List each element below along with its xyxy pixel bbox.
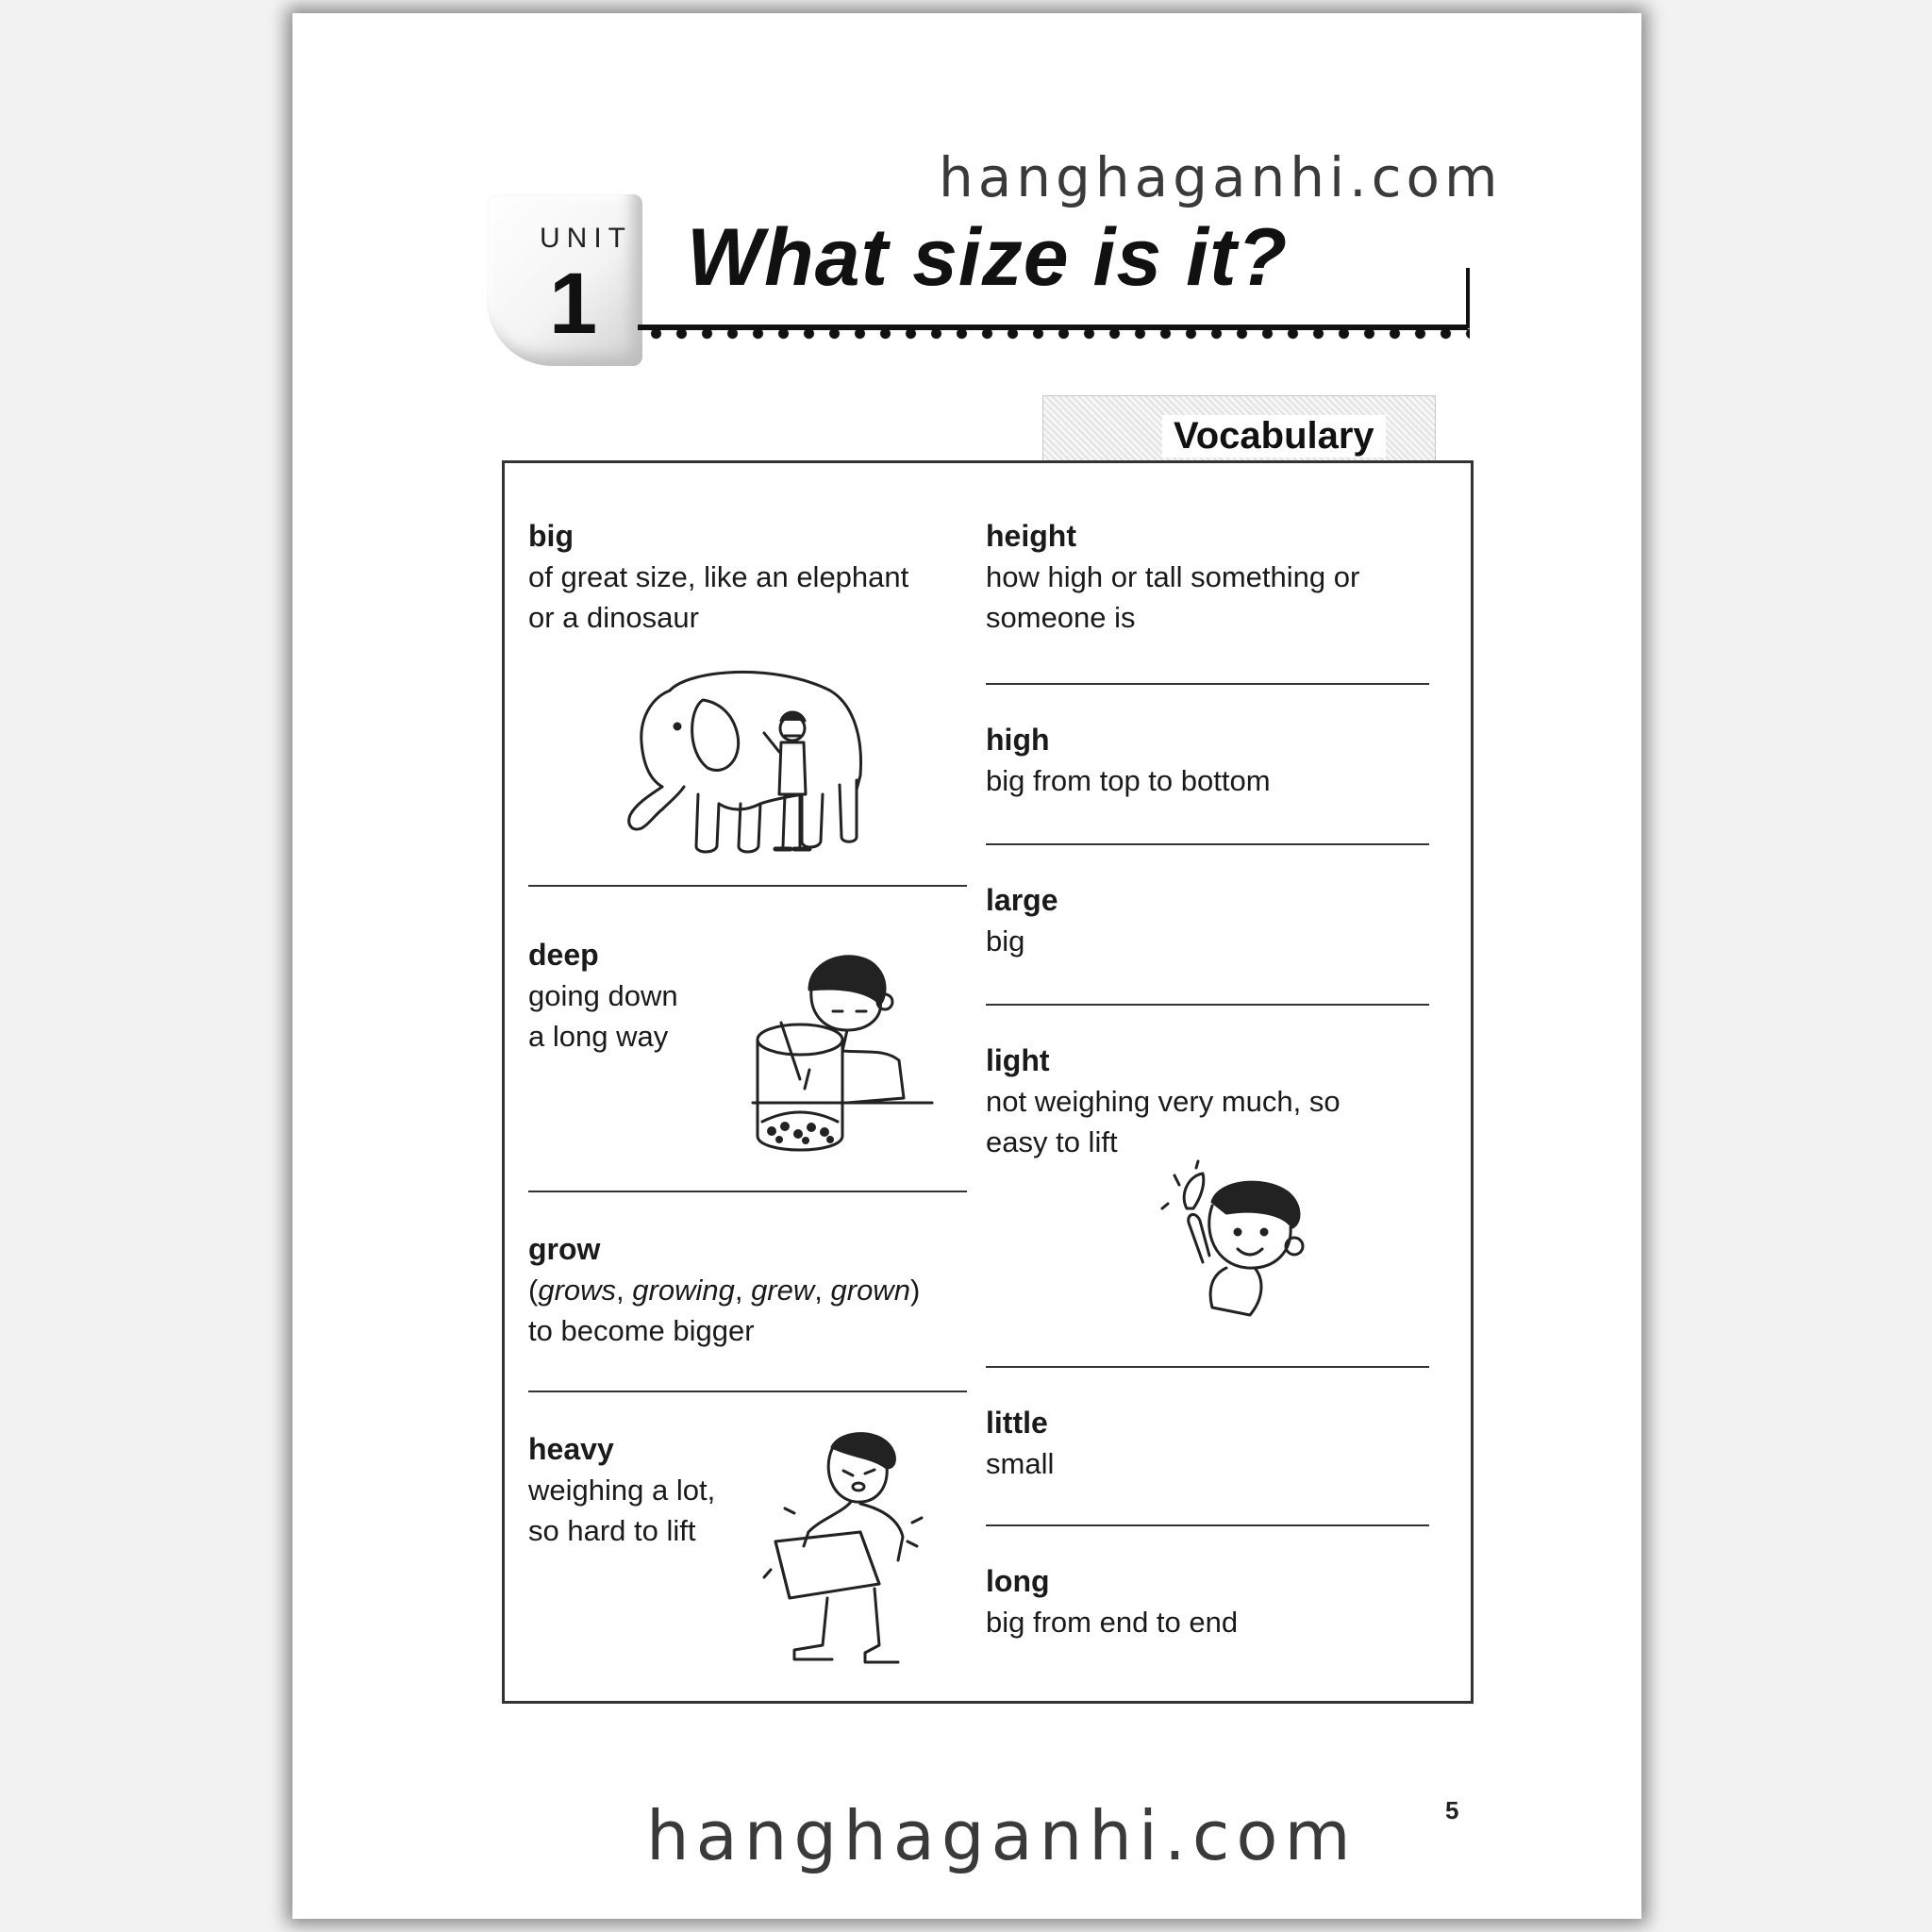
vocab-entry-grow <box>528 1228 920 1351</box>
vocab-definition-line: to become bigger <box>528 1314 755 1347</box>
vocab-entry-deep <box>528 934 678 1057</box>
word-form: grows <box>538 1274 617 1307</box>
vocab-definition-line: a long way <box>528 1020 669 1053</box>
divider <box>528 1191 967 1192</box>
vocab-definition-line: or a dinosaur <box>528 601 699 634</box>
divider <box>986 843 1429 845</box>
vocab-word: high <box>986 723 1050 757</box>
vocab-definition-line: big from end to end <box>986 1606 1239 1639</box>
vocab-definition-line: small <box>986 1447 1055 1480</box>
vocab-definition-line: how high or tall something or <box>986 560 1360 593</box>
word-form: grew <box>751 1274 815 1307</box>
divider <box>986 683 1429 685</box>
title-dot-border <box>643 328 1470 341</box>
unit-label: UNIT <box>540 223 632 254</box>
vocab-word: big <box>528 519 574 553</box>
vocab-entry-height <box>986 515 1359 638</box>
vocab-entry-big <box>528 515 908 638</box>
boy-reaching-into-jar-illustration <box>743 947 941 1164</box>
page-number: 5 <box>1445 1796 1459 1824</box>
watermark-top: hanghaganhi.com <box>939 145 1503 209</box>
word-form: growing <box>632 1274 735 1307</box>
vocab-entry-long <box>986 1560 1238 1642</box>
vocab-word: little <box>986 1406 1048 1440</box>
elephant-and-man-illustration <box>613 662 868 865</box>
divider <box>986 1524 1429 1526</box>
vocab-word: deep <box>528 938 599 972</box>
vocab-definition-line: big from top to bottom <box>986 764 1271 797</box>
vocab-definition-line: not weighing very much, so <box>986 1085 1341 1118</box>
vocab-word: heavy <box>528 1432 614 1466</box>
vocab-word: grow <box>528 1232 601 1266</box>
vocab-entry-little <box>986 1402 1054 1484</box>
vocab-word: height <box>986 519 1076 553</box>
vocab-definition-line: so hard to lift <box>528 1514 696 1547</box>
title-underline-endcap <box>1466 268 1470 328</box>
vocab-word: large <box>986 883 1058 917</box>
unit-title: What size is it? <box>687 212 1289 303</box>
vocab-word: light <box>986 1043 1050 1077</box>
vocab-definition-line: weighing a lot, <box>528 1474 716 1507</box>
unit-tab <box>487 194 642 366</box>
vocab-entry-light <box>986 1040 1341 1162</box>
vocab-entry-heavy <box>528 1428 715 1551</box>
unit-number: 1 <box>549 256 598 352</box>
forms-close-paren: ) <box>909 1274 921 1307</box>
divider <box>528 885 967 887</box>
divider <box>528 1391 967 1392</box>
vocab-definition-line: someone is <box>986 601 1136 634</box>
word-form: grown <box>830 1274 910 1307</box>
vocab-entry-large <box>986 879 1058 961</box>
child-holding-feather-illustration <box>1160 1157 1311 1331</box>
vocab-definition-line: of great size, like an elephant <box>528 560 909 593</box>
forms-open-paren: ( <box>528 1274 539 1307</box>
vocabulary-heading: Vocabulary <box>1162 415 1386 458</box>
divider <box>986 1004 1429 1006</box>
vocab-definition-line: big <box>986 924 1025 958</box>
vocab-word-forms: (grows, growing, grew, grown) <box>528 1274 921 1307</box>
vocab-definition-line: easy to lift <box>986 1125 1118 1158</box>
workbook-page <box>292 13 1641 1919</box>
vocab-definition-line: going down <box>528 979 678 1012</box>
boy-lifting-box-illustration <box>757 1428 955 1669</box>
divider <box>986 1366 1429 1368</box>
vocab-word: long <box>986 1564 1050 1598</box>
watermark-bottom: hanghaganhi.com <box>646 1796 1357 1875</box>
vocab-entry-high <box>986 719 1271 801</box>
